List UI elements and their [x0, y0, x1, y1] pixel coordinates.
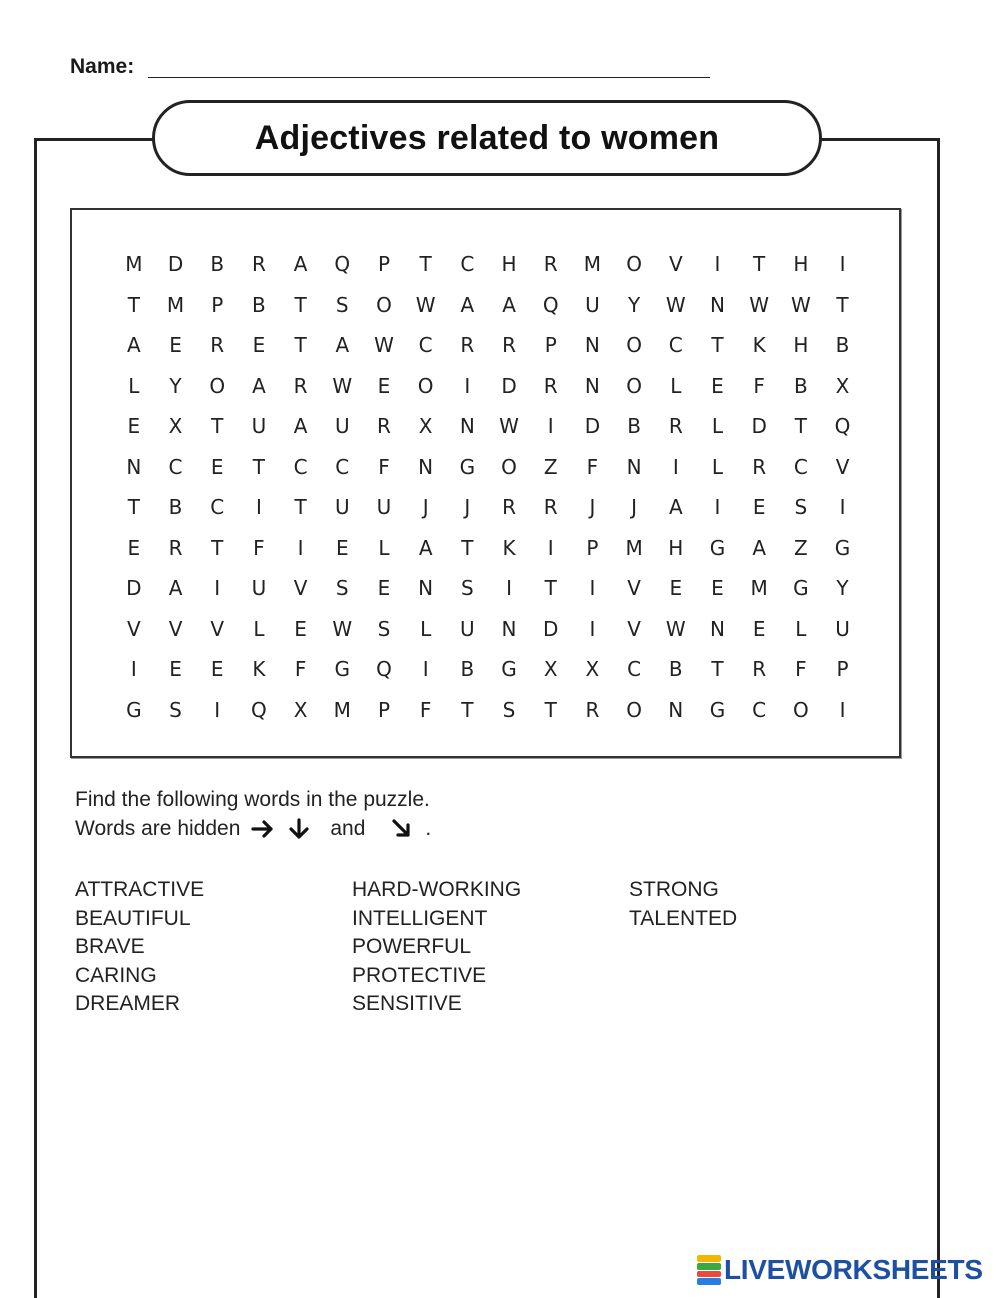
- grid-cell[interactable]: A: [460, 292, 475, 317]
- grid-cell[interactable]: D: [501, 373, 517, 398]
- grid-cell[interactable]: J: [422, 495, 429, 519]
- grid-cell[interactable]: O: [209, 373, 226, 398]
- brand-text: LIVEWORKSHEETS: [724, 1254, 983, 1285]
- liveworksheets-logo-icon: [697, 1255, 721, 1285]
- grid-cell[interactable]: A: [127, 333, 141, 357]
- grid-cell[interactable]: B: [835, 333, 850, 357]
- grid-cell[interactable]: F: [378, 454, 390, 479]
- grid-cell[interactable]: I: [589, 576, 596, 600]
- grid-cell[interactable]: B: [668, 657, 683, 681]
- name-input-line[interactable]: [148, 77, 710, 78]
- grid-cell[interactable]: R: [668, 414, 683, 438]
- grid-cell[interactable]: V: [668, 252, 683, 276]
- word-list-column-3: [629, 876, 737, 933]
- grid-cell[interactable]: D: [167, 252, 184, 276]
- word-item: INTELLIGENT: [352, 906, 488, 930]
- grid-cell[interactable]: T: [544, 576, 557, 600]
- grid-cell[interactable]: G: [709, 535, 726, 560]
- grid-cell[interactable]: K: [752, 333, 766, 357]
- grid-cell[interactable]: S: [460, 576, 474, 600]
- grid-cell[interactable]: S: [377, 616, 391, 641]
- grid-cell[interactable]: V: [210, 616, 225, 641]
- grid-cell[interactable]: L: [253, 616, 265, 641]
- title-banner: [152, 100, 822, 176]
- grid-cell[interactable]: I: [547, 414, 554, 438]
- grid-cell[interactable]: U: [251, 576, 267, 600]
- grid-cell[interactable]: I: [214, 697, 221, 722]
- grid-cell[interactable]: R: [293, 373, 308, 398]
- logo-block: [697, 1278, 721, 1285]
- grid-cell[interactable]: T: [127, 292, 140, 317]
- grid-cell[interactable]: N: [459, 414, 475, 438]
- grid-cell[interactable]: R: [168, 535, 183, 560]
- grid-cell[interactable]: N: [626, 454, 642, 479]
- grid-cell[interactable]: I: [297, 535, 304, 560]
- grid-cell[interactable]: G: [501, 657, 517, 681]
- grid-cell[interactable]: O: [376, 292, 392, 317]
- grid-cell[interactable]: K: [502, 535, 516, 560]
- grid-cell[interactable]: F: [294, 657, 307, 681]
- grid-cell[interactable]: C: [668, 333, 683, 357]
- grid-cell[interactable]: T: [711, 657, 724, 681]
- grid-cell[interactable]: V: [168, 616, 183, 641]
- grid-cell[interactable]: R: [585, 697, 600, 722]
- grid-cell[interactable]: O: [626, 252, 642, 276]
- word-list-column-2: [352, 876, 521, 1019]
- word-item: ATTRACTIVE: [75, 878, 205, 901]
- grid-cell[interactable]: P: [377, 252, 390, 276]
- grid-cell[interactable]: E: [711, 373, 724, 398]
- grid-cell[interactable]: I: [839, 495, 846, 519]
- grid-cell[interactable]: D: [584, 414, 601, 438]
- grid-cell[interactable]: S: [502, 697, 516, 722]
- word-item: STRONG: [629, 878, 719, 901]
- grid-cell[interactable]: T: [127, 495, 140, 519]
- grid-cell[interactable]: H: [793, 333, 809, 357]
- grid-cell[interactable]: T: [836, 292, 849, 317]
- grid-cell[interactable]: R: [752, 657, 767, 681]
- instruction-prefix: Words are hidden: [75, 817, 241, 840]
- grid-cell[interactable]: L: [795, 616, 807, 641]
- word-item: CARING: [75, 963, 157, 987]
- grid-cell[interactable]: E: [127, 535, 141, 560]
- grid-cell[interactable]: E: [752, 495, 766, 519]
- grid-cell[interactable]: U: [251, 414, 267, 438]
- word-item: BEAUTIFUL: [75, 906, 191, 930]
- grid-cell[interactable]: M: [750, 576, 768, 600]
- grid-cell[interactable]: E: [377, 373, 391, 398]
- grid-cell[interactable]: O: [626, 697, 642, 722]
- grid-cell[interactable]: C: [335, 454, 350, 479]
- grid-cell[interactable]: I: [464, 373, 471, 398]
- grid-cell[interactable]: T: [461, 697, 474, 722]
- grid-cell[interactable]: W: [332, 616, 353, 641]
- grid-cell[interactable]: T: [252, 454, 266, 479]
- grid-cell[interactable]: Y: [169, 373, 182, 398]
- word-item: HARD-WORKING: [352, 878, 522, 901]
- grid-cell[interactable]: T: [794, 414, 807, 438]
- grid-cell[interactable]: V: [627, 616, 641, 641]
- grid-cell[interactable]: M: [583, 252, 602, 276]
- grid-cell[interactable]: T: [211, 535, 224, 560]
- logo-block: [697, 1263, 721, 1270]
- grid-cell[interactable]: F: [419, 697, 432, 722]
- instructions: [75, 785, 431, 843]
- grid-cell[interactable]: D: [543, 616, 559, 641]
- grid-cell[interactable]: H: [501, 252, 517, 276]
- grid-cell[interactable]: V: [293, 576, 308, 600]
- grid-cell[interactable]: A: [752, 535, 766, 560]
- name-row: [70, 55, 720, 85]
- grid-cell[interactable]: B: [793, 373, 808, 398]
- grid-cell[interactable]: A: [418, 535, 433, 560]
- arrow-right-icon: [250, 818, 276, 840]
- grid-cell[interactable]: I: [714, 495, 721, 519]
- grid-cell[interactable]: D: [751, 414, 767, 438]
- grid-cell[interactable]: X: [293, 697, 308, 722]
- grid-cell[interactable]: H: [793, 252, 809, 276]
- grid-cell[interactable]: C: [752, 697, 767, 722]
- grid-cell[interactable]: N: [709, 292, 725, 317]
- grid-cell[interactable]: V: [127, 616, 141, 641]
- grid-cell[interactable]: W: [665, 292, 686, 317]
- grid-cell[interactable]: C: [293, 454, 308, 479]
- grid-cell[interactable]: G: [334, 657, 351, 681]
- grid-cell[interactable]: G: [126, 697, 142, 722]
- instruction-and: and: [330, 817, 366, 840]
- brand-logo[interactable]: [697, 1253, 983, 1287]
- grid-cell[interactable]: N: [418, 576, 434, 600]
- grid-cell[interactable]: B: [168, 495, 183, 519]
- grid-cell[interactable]: I: [130, 657, 137, 681]
- grid-cell[interactable]: K: [252, 657, 266, 681]
- grid-cell[interactable]: C: [418, 333, 433, 357]
- arrow-down-icon: [286, 818, 312, 840]
- grid-cell[interactable]: W: [790, 292, 811, 317]
- grid-cell[interactable]: R: [502, 333, 516, 357]
- word-item: PROTECTIVE: [352, 963, 487, 987]
- grid-cell[interactable]: I: [547, 535, 554, 560]
- instruction-period: .: [425, 817, 432, 840]
- grid-cell[interactable]: U: [334, 414, 350, 438]
- grid-cell[interactable]: Q: [376, 657, 392, 681]
- grid-cell[interactable]: G: [459, 454, 476, 479]
- grid-cell[interactable]: F: [586, 454, 599, 479]
- grid-cell[interactable]: S: [794, 495, 808, 519]
- word-item: BRAVE: [75, 935, 145, 959]
- grid-cell[interactable]: M: [625, 535, 643, 560]
- letter-grid[interactable]: [113, 244, 865, 730]
- grid-cell[interactable]: W: [749, 292, 770, 317]
- grid-cell[interactable]: V: [835, 454, 850, 479]
- grid-cell[interactable]: F: [753, 373, 765, 398]
- grid-cell[interactable]: O: [417, 373, 434, 398]
- grid-cell[interactable]: A: [668, 495, 683, 519]
- grid-cell[interactable]: C: [460, 252, 475, 276]
- grid-cell[interactable]: C: [210, 495, 225, 519]
- grid-cell[interactable]: X: [835, 373, 850, 398]
- grid-cell[interactable]: S: [335, 292, 349, 317]
- grid-cell[interactable]: Y: [836, 576, 849, 600]
- grid-cell[interactable]: Q: [834, 414, 851, 438]
- grid-cell[interactable]: O: [501, 454, 517, 479]
- grid-cell[interactable]: R: [460, 333, 475, 357]
- grid-cell[interactable]: N: [584, 373, 600, 398]
- grid-cell[interactable]: B: [627, 414, 641, 438]
- grid-cell[interactable]: L: [711, 454, 724, 479]
- word-list-column-1: [75, 876, 204, 1019]
- grid-cell[interactable]: S: [335, 576, 349, 600]
- grid-cell[interactable]: A: [335, 333, 350, 357]
- grid-cell[interactable]: E: [669, 576, 683, 600]
- grid-cell[interactable]: I: [672, 454, 679, 479]
- grid-cell[interactable]: B: [252, 292, 266, 317]
- grid-cell[interactable]: F: [253, 535, 265, 560]
- grid-cell[interactable]: M: [166, 292, 185, 317]
- grid-cell[interactable]: F: [795, 657, 807, 681]
- grid-cell[interactable]: M: [125, 252, 143, 276]
- grid-cell[interactable]: W: [374, 333, 394, 357]
- grid-cell[interactable]: M: [333, 697, 351, 722]
- grid-cell[interactable]: I: [506, 576, 512, 600]
- grid-cell[interactable]: N: [418, 454, 434, 479]
- grid-cell[interactable]: L: [420, 616, 432, 641]
- grid-cell[interactable]: R: [502, 495, 516, 519]
- grid-cell[interactable]: E: [127, 414, 141, 438]
- grid-cell[interactable]: C: [793, 454, 808, 479]
- grid-cell[interactable]: E: [252, 333, 266, 357]
- grid-cell[interactable]: J: [631, 495, 638, 519]
- grid-cell[interactable]: I: [422, 657, 429, 681]
- logo-block: [697, 1255, 721, 1262]
- name-label: Name:: [70, 55, 135, 78]
- word-item: POWERFUL: [352, 935, 472, 959]
- grid-cell[interactable]: P: [836, 657, 849, 681]
- grid-cell[interactable]: N: [709, 616, 725, 641]
- grid-cell[interactable]: Z: [793, 535, 808, 560]
- grid-cell[interactable]: H: [668, 535, 684, 560]
- page-title: Adjectives related to women: [254, 118, 720, 157]
- grid-cell[interactable]: P: [544, 333, 557, 357]
- grid-cell[interactable]: N: [501, 616, 517, 641]
- grid-cell[interactable]: J: [589, 495, 596, 519]
- grid-cell[interactable]: P: [377, 697, 390, 722]
- grid-cell[interactable]: R: [543, 495, 558, 519]
- grid-cell[interactable]: R: [543, 373, 558, 398]
- grid-cell[interactable]: G: [834, 535, 851, 560]
- grid-cell[interactable]: E: [377, 576, 391, 600]
- grid-cell[interactable]: U: [376, 495, 392, 519]
- grid-cell[interactable]: W: [415, 292, 436, 317]
- grid-cell[interactable]: R: [251, 252, 266, 276]
- grid-cell[interactable]: L: [128, 373, 140, 398]
- grid-cell[interactable]: N: [126, 454, 142, 479]
- grid-cell[interactable]: S: [169, 697, 182, 722]
- grid-cell[interactable]: U: [585, 292, 600, 317]
- grid-cell[interactable]: T: [419, 252, 432, 276]
- grid-cell[interactable]: R: [543, 252, 558, 276]
- grid-cell[interactable]: T: [461, 535, 474, 560]
- grid-cell[interactable]: T: [294, 495, 307, 519]
- instruction-line-2: [75, 814, 431, 843]
- grid-cell[interactable]: U: [835, 616, 850, 641]
- grid-cell[interactable]: P: [211, 292, 224, 317]
- grid-cell[interactable]: A: [168, 576, 183, 600]
- grid-cell[interactable]: G: [793, 576, 809, 600]
- grid-cell[interactable]: U: [460, 616, 475, 641]
- grid-cell[interactable]: T: [753, 252, 766, 276]
- grid-cell[interactable]: E: [210, 657, 224, 681]
- grid-cell[interactable]: X: [418, 414, 433, 438]
- grid-cell[interactable]: A: [293, 252, 308, 276]
- grid-cell[interactable]: I: [214, 576, 221, 600]
- grid-cell[interactable]: Q: [251, 697, 267, 722]
- grid-cell[interactable]: J: [464, 495, 471, 519]
- grid-cell[interactable]: L: [670, 373, 682, 398]
- grid-cell[interactable]: T: [294, 333, 307, 357]
- grid-cell[interactable]: T: [294, 292, 307, 317]
- arrow-down-right-icon: [389, 818, 415, 840]
- grid-cell[interactable]: I: [255, 495, 262, 519]
- grid-cell[interactable]: O: [626, 333, 642, 357]
- grid-cell[interactable]: C: [627, 657, 642, 681]
- grid-cell[interactable]: O: [792, 697, 809, 722]
- grid-cell[interactable]: T: [711, 333, 724, 357]
- grid-cell[interactable]: R: [377, 414, 391, 438]
- word-item: DREAMER: [75, 992, 181, 1016]
- grid-cell[interactable]: E: [169, 333, 182, 357]
- grid-cell[interactable]: E: [210, 454, 224, 479]
- grid-cell[interactable]: X: [585, 657, 600, 681]
- grid-cell[interactable]: I: [714, 252, 721, 276]
- grid-cell[interactable]: Q: [542, 292, 559, 317]
- grid-cell[interactable]: X: [543, 657, 558, 681]
- grid-cell[interactable]: Y: [627, 292, 641, 317]
- grid-cell[interactable]: D: [126, 576, 142, 600]
- grid-cell[interactable]: C: [168, 454, 183, 479]
- grid-cell[interactable]: L: [378, 535, 390, 560]
- grid-cell[interactable]: N: [668, 697, 684, 722]
- grid-cell[interactable]: Q: [334, 252, 351, 276]
- grid-cell[interactable]: A: [293, 414, 308, 438]
- grid-cell[interactable]: E: [335, 535, 349, 560]
- grid-cell[interactable]: E: [169, 657, 182, 681]
- grid-cell[interactable]: W: [499, 414, 519, 438]
- grid-cell[interactable]: P: [586, 535, 599, 560]
- grid-cell[interactable]: W: [665, 616, 686, 641]
- grid-cell[interactable]: X: [168, 414, 183, 438]
- grid-cell[interactable]: L: [711, 414, 724, 438]
- grid-cell[interactable]: B: [460, 657, 475, 681]
- grid-cell[interactable]: T: [211, 414, 224, 438]
- logo-block: [697, 1271, 721, 1278]
- grid-cell[interactable]: A: [502, 292, 516, 317]
- grid-cell[interactable]: E: [752, 616, 766, 641]
- grid-cell[interactable]: N: [584, 333, 600, 357]
- grid-cell[interactable]: E: [294, 616, 307, 641]
- grid-cell[interactable]: A: [252, 373, 266, 398]
- grid-cell[interactable]: V: [627, 576, 641, 600]
- word-item: SENSITIVE: [352, 992, 462, 1016]
- grid-cell[interactable]: Z: [543, 454, 558, 479]
- grid-cell[interactable]: I: [839, 252, 846, 276]
- grid-cell[interactable]: I: [839, 697, 846, 722]
- word-item: TALENTED: [629, 906, 738, 930]
- grid-cell[interactable]: R: [210, 333, 225, 357]
- grid-cell[interactable]: T: [544, 697, 557, 722]
- grid-cell[interactable]: U: [334, 495, 350, 519]
- grid-cell[interactable]: O: [626, 373, 642, 398]
- grid-cell[interactable]: G: [709, 697, 726, 722]
- grid-cell[interactable]: W: [332, 373, 353, 398]
- grid-cell[interactable]: R: [752, 454, 767, 479]
- grid-cell[interactable]: B: [210, 252, 225, 276]
- instruction-line-1: Find the following words in the puzzle.: [75, 788, 430, 811]
- grid-cell[interactable]: E: [711, 576, 724, 600]
- grid-cell[interactable]: I: [589, 616, 596, 641]
